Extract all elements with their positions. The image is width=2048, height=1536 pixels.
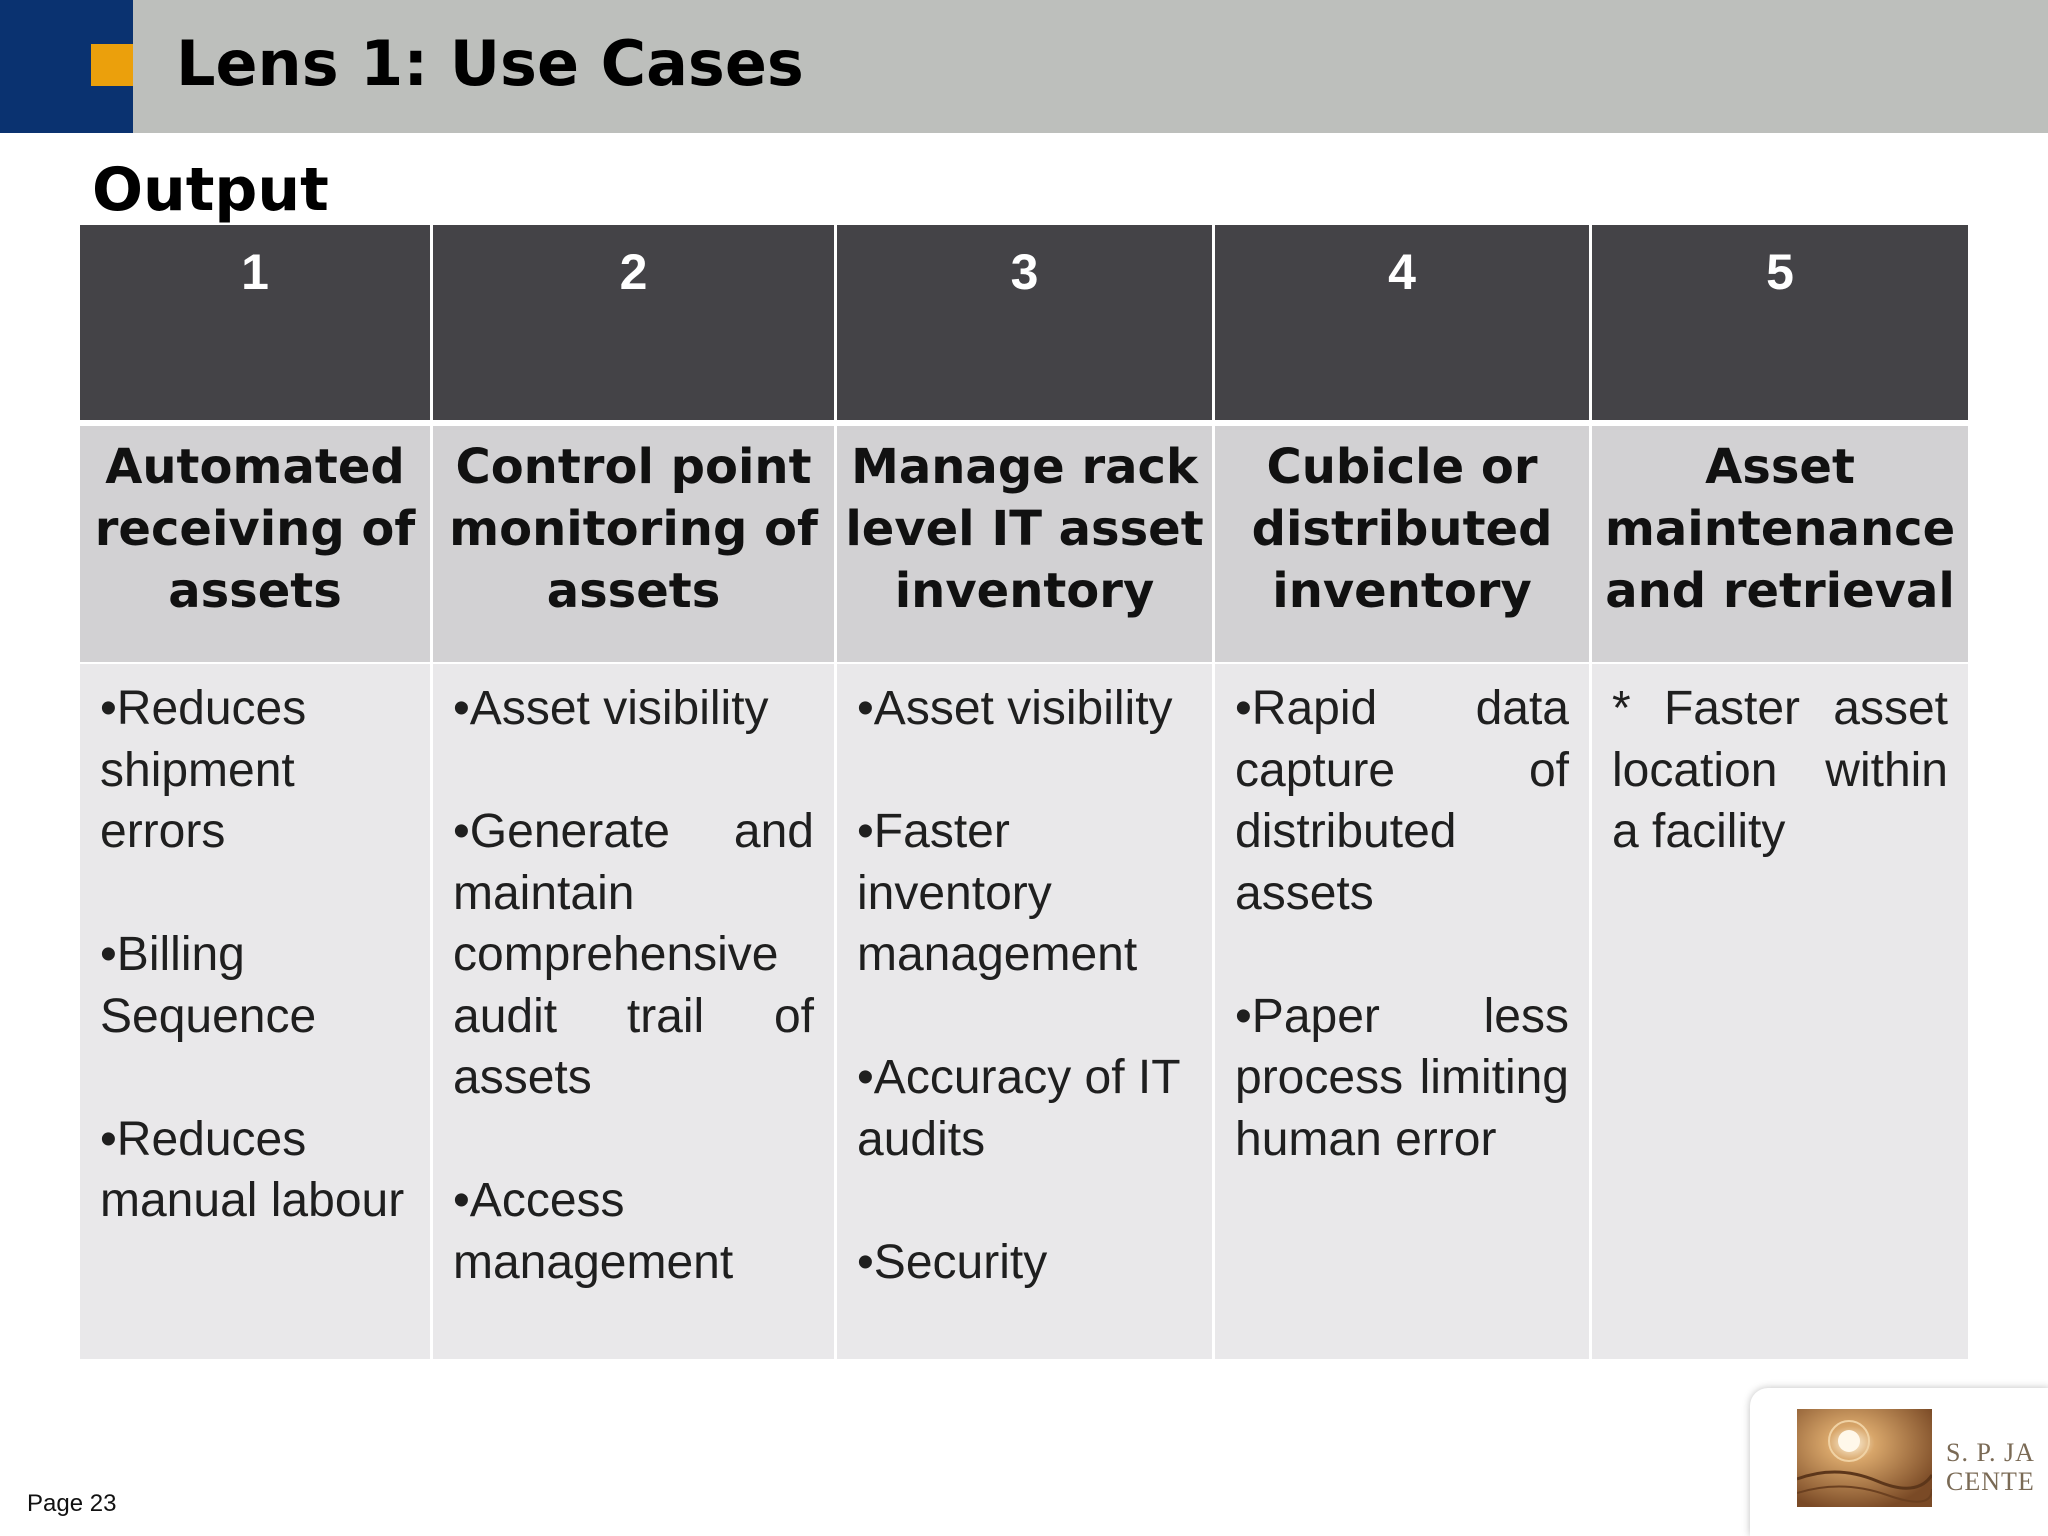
title-line: inventory xyxy=(1272,563,1532,619)
title-line: maintenance xyxy=(1604,501,1956,557)
use-case-title xyxy=(433,426,834,662)
title-line: monitoring of xyxy=(449,501,818,557)
benefit-item: •Reduces shipment errors xyxy=(100,682,307,858)
column-number: 1 xyxy=(80,225,430,420)
logo-text: CENTE xyxy=(1946,1467,2035,1496)
logo-emblem-icon xyxy=(1797,1409,1932,1507)
title-line: assets xyxy=(168,563,342,619)
benefit-item: •Security xyxy=(857,1235,1048,1289)
use-cases-table xyxy=(80,225,1968,1359)
benefit-item: •Asset visibility xyxy=(453,682,769,735)
benefit-item: •Reduces manual labour xyxy=(100,1112,405,1227)
benefit-item: •Asset visibility xyxy=(857,682,1173,735)
title-line: level IT asset xyxy=(845,501,1204,557)
use-case-title xyxy=(1215,426,1589,662)
title-line: Asset xyxy=(1705,439,1855,495)
use-case-title xyxy=(80,426,430,662)
title-line: assets xyxy=(546,563,721,619)
section-title: Output xyxy=(92,155,329,225)
benefit-item: •Accuracy of IT audits xyxy=(857,1051,1180,1166)
use-case-benefits xyxy=(1592,664,1968,1359)
column-number: 4 xyxy=(1215,225,1589,420)
column-number: 2 xyxy=(433,225,834,420)
benefit-item: •Faster inventory management xyxy=(857,805,1138,981)
title-line: Control point xyxy=(455,439,812,495)
title-line: and retrieval xyxy=(1605,563,1955,619)
use-case-benefits xyxy=(837,664,1212,1359)
logo xyxy=(1750,1388,2048,1536)
benefit-item: * Faster asset location within a facility xyxy=(1612,682,1948,858)
use-case-benefits xyxy=(433,664,834,1359)
benefit-item: •Billing Sequence xyxy=(100,928,317,1043)
accent-square xyxy=(91,44,133,86)
logo-text: S. P. JA xyxy=(1946,1438,2035,1467)
benefit-item: •Rapid data capture of distributed assets xyxy=(1235,682,1569,920)
use-case-benefits xyxy=(80,664,430,1359)
use-case-title xyxy=(1592,426,1968,662)
use-case-title xyxy=(837,426,1212,662)
benefit-item: •Access management xyxy=(453,1174,734,1289)
title-line: Manage rack xyxy=(851,439,1198,495)
title-line: inventory xyxy=(894,563,1155,619)
column-number: 3 xyxy=(837,225,1212,420)
page-title: Lens 1: Use Cases xyxy=(176,27,804,100)
title-line: receiving of xyxy=(94,501,416,557)
title-line: Cubicle or xyxy=(1266,439,1538,495)
benefit-item: •Paper less process limiting human error xyxy=(1235,989,1569,1166)
use-case-benefits xyxy=(1215,664,1589,1359)
title-line: distributed xyxy=(1251,501,1553,557)
page-number: Page 23 xyxy=(27,1490,117,1517)
column-number: 5 xyxy=(1592,225,1968,420)
title-line: Automated xyxy=(105,439,405,495)
benefit-item: •Generate and maintain comprehensive audit trail of assets xyxy=(453,805,814,1104)
